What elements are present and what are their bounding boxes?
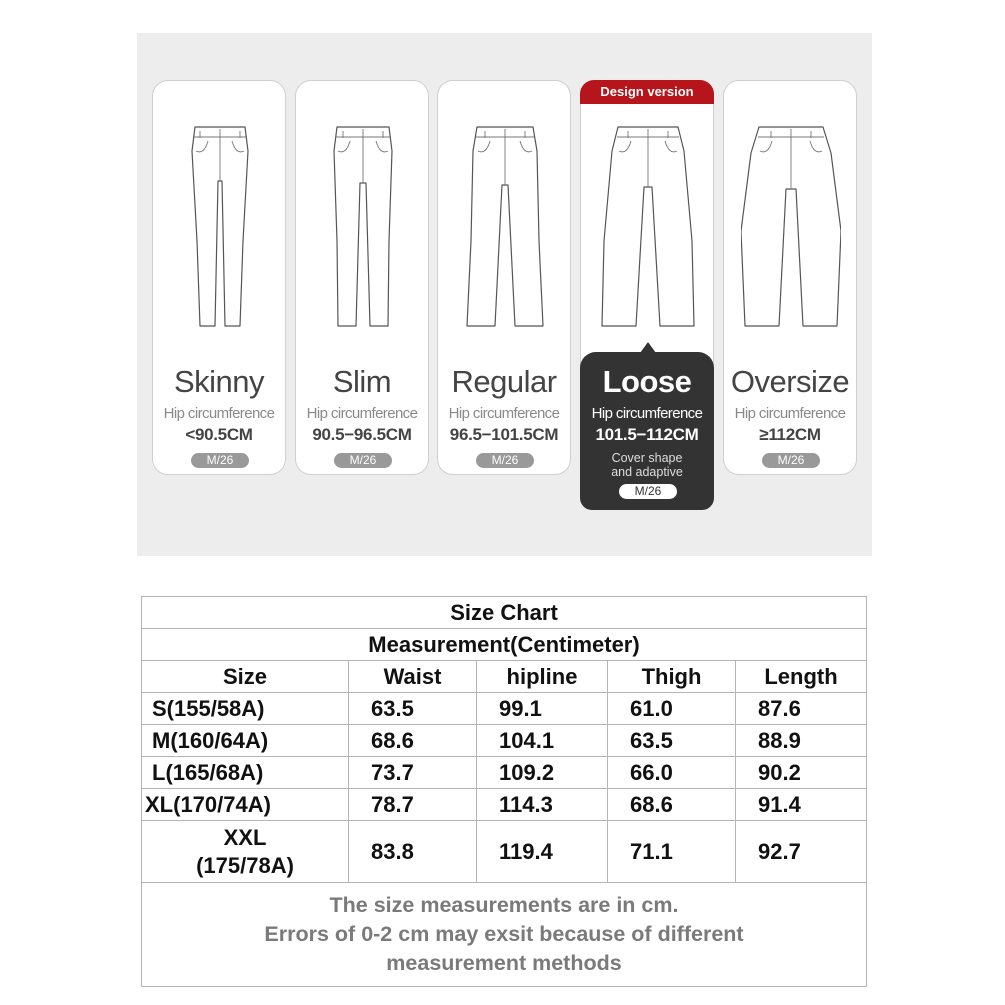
fit-note-line: Cover shape bbox=[611, 451, 683, 465]
oversize-pants-icon bbox=[741, 121, 841, 331]
column-header-size: Size bbox=[142, 661, 349, 693]
sample-size-badge: M/26 bbox=[762, 453, 820, 468]
size-cell: XL(170/74A) bbox=[142, 789, 349, 821]
size-cell: M(160/64A) bbox=[142, 725, 349, 757]
hip-circumference-label: Hip circumference bbox=[448, 405, 560, 422]
loose-pants-icon bbox=[598, 121, 698, 331]
hip-circumference-label: Hip circumference bbox=[734, 405, 846, 422]
size-cell bbox=[142, 821, 349, 883]
table-header-row bbox=[142, 661, 867, 693]
hipline-cell: 114.3 bbox=[477, 789, 608, 821]
design-version-badge: Design version bbox=[580, 80, 714, 104]
fit-card-regular bbox=[437, 80, 571, 475]
size-chart-table bbox=[141, 596, 867, 987]
size-chart-title: Size Chart bbox=[142, 597, 867, 629]
fit-name: Loose bbox=[602, 364, 692, 399]
hipline-cell: 104.1 bbox=[477, 725, 608, 757]
sample-size-badge: M/26 bbox=[476, 453, 534, 468]
regular-pants-icon bbox=[455, 121, 555, 331]
fit-guide-panel bbox=[137, 33, 872, 556]
fit-note bbox=[581, 451, 713, 479]
hip-range: 101.5−112CM bbox=[595, 425, 699, 444]
hipline-cell: 109.2 bbox=[477, 757, 608, 789]
fit-card-slim bbox=[295, 80, 429, 475]
note-line: measurement methods bbox=[386, 951, 622, 975]
fit-card-skinny bbox=[152, 80, 286, 475]
hip-range: 90.5−96.5CM bbox=[312, 425, 412, 444]
hip-range: ≥112CM bbox=[759, 425, 821, 444]
fit-card-loose bbox=[580, 80, 714, 510]
fit-note-line: and adaptive bbox=[611, 465, 683, 479]
column-header-hipline: hipline bbox=[477, 661, 608, 693]
column-header-waist: Waist bbox=[349, 661, 477, 693]
length-cell: 87.6 bbox=[736, 693, 867, 725]
hip-range: <90.5CM bbox=[185, 425, 253, 444]
fit-name: Oversize bbox=[730, 364, 850, 399]
sample-size-badge: M/26 bbox=[619, 484, 677, 499]
sample-size-badge: M/26 bbox=[334, 453, 392, 468]
thigh-cell: 63.5 bbox=[608, 725, 736, 757]
waist-cell: 73.7 bbox=[349, 757, 477, 789]
hipline-cell: 119.4 bbox=[477, 821, 608, 883]
waist-cell: 78.7 bbox=[349, 789, 477, 821]
waist-cell: 68.6 bbox=[349, 725, 477, 757]
note-line: The size measurements are in cm. bbox=[329, 893, 679, 917]
hip-range: 96.5−101.5CM bbox=[449, 425, 559, 444]
length-cell: 91.4 bbox=[736, 789, 867, 821]
column-header-length: Length bbox=[736, 661, 867, 693]
size-cell-line: (175/78A) bbox=[196, 852, 294, 878]
measurement-unit-title: Measurement(Centimeter) bbox=[142, 629, 867, 661]
table-row bbox=[142, 693, 867, 725]
column-header-thigh: Thigh bbox=[608, 661, 736, 693]
fit-name: Slim bbox=[332, 364, 392, 399]
table-row bbox=[142, 789, 867, 821]
thigh-cell: 71.1 bbox=[608, 821, 736, 883]
waist-cell: 63.5 bbox=[349, 693, 477, 725]
thigh-cell: 66.0 bbox=[608, 757, 736, 789]
sample-size-badge: M/26 bbox=[191, 453, 249, 468]
size-cell: L(165/68A) bbox=[142, 757, 349, 789]
table-row bbox=[142, 725, 867, 757]
fit-name: Skinny bbox=[173, 364, 265, 399]
table-row bbox=[142, 757, 867, 789]
slim-pants-icon bbox=[313, 121, 413, 331]
size-cell: S(155/58A) bbox=[142, 693, 349, 725]
hip-circumference-label: Hip circumference bbox=[306, 405, 418, 422]
length-cell: 88.9 bbox=[736, 725, 867, 757]
table-row bbox=[142, 821, 867, 883]
measurement-note bbox=[142, 883, 867, 987]
hipline-cell: 99.1 bbox=[477, 693, 608, 725]
length-cell: 90.2 bbox=[736, 757, 867, 789]
note-line: Errors of 0-2 cm may exsit because of different bbox=[264, 922, 744, 946]
fit-card-oversize bbox=[723, 80, 857, 475]
thigh-cell: 61.0 bbox=[608, 693, 736, 725]
skinny-pants-icon bbox=[170, 121, 270, 331]
hip-circumference-label: Hip circumference bbox=[591, 405, 703, 422]
waist-cell: 83.8 bbox=[349, 821, 477, 883]
thigh-cell: 68.6 bbox=[608, 789, 736, 821]
fit-name: Regular bbox=[451, 364, 557, 399]
size-cell-line: XXL bbox=[223, 824, 267, 850]
hip-circumference-label: Hip circumference bbox=[163, 405, 275, 422]
length-cell: 92.7 bbox=[736, 821, 867, 883]
